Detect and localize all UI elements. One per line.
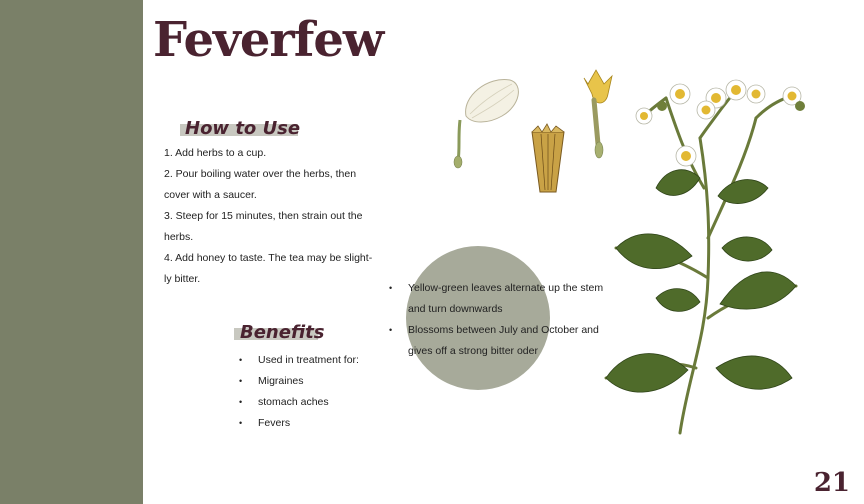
- bullet-icon: •: [239, 355, 243, 365]
- benefit-item: [239, 350, 379, 371]
- bullet-icon: •: [389, 325, 393, 335]
- benefits-heading-block: [234, 322, 325, 344]
- bullet-icon: •: [239, 376, 243, 386]
- benefit-text: stomach aches: [258, 396, 329, 408]
- step-item: 4. Add honey to taste. The tea may be slight-ly bitter.: [164, 252, 373, 285]
- page-number: 21: [813, 468, 850, 498]
- plant-leaves: [606, 170, 796, 392]
- description-item: [389, 278, 604, 320]
- description-text: Blossoms between July and October and gives off a strong bitter oder: [408, 324, 599, 357]
- page-title: Feverfew: [153, 12, 384, 68]
- petal-drawing: [454, 79, 518, 168]
- how-to-use-heading: How to Use: [185, 118, 301, 139]
- flower-cup-drawing: [532, 124, 564, 192]
- feverfew-plant-illustration: [596, 78, 816, 438]
- benefit-text: Fevers: [258, 417, 291, 429]
- benefit-item: [239, 413, 379, 434]
- step-item: 3. Steep for 15 minutes, then strain out the herbs.: [164, 210, 363, 243]
- how-to-use-heading-block: [180, 118, 300, 140]
- benefit-text: Used in treatment for:: [258, 354, 359, 366]
- step-item: 2. Pour boiling water over the herbs, then cover with a saucer.: [164, 168, 357, 201]
- step-item: 1. Add herbs to a cup.: [164, 147, 267, 159]
- plant-blossoms: [636, 80, 805, 166]
- benefit-item: [239, 392, 379, 413]
- benefit-text: Migraines: [258, 375, 304, 387]
- description-list: [389, 278, 604, 362]
- benefits-heading: Benefits: [240, 322, 325, 343]
- description-item: [389, 320, 604, 362]
- bullet-icon: •: [389, 283, 393, 293]
- benefits-list: [239, 350, 379, 434]
- how-to-use-steps: [164, 143, 374, 290]
- bullet-icon: •: [239, 397, 243, 407]
- description-text: Yellow-green leaves alternate up the stem and turn downwards: [408, 282, 604, 315]
- sidebar-band: [0, 0, 143, 504]
- benefit-item: [239, 371, 379, 392]
- bullet-icon: •: [239, 418, 243, 428]
